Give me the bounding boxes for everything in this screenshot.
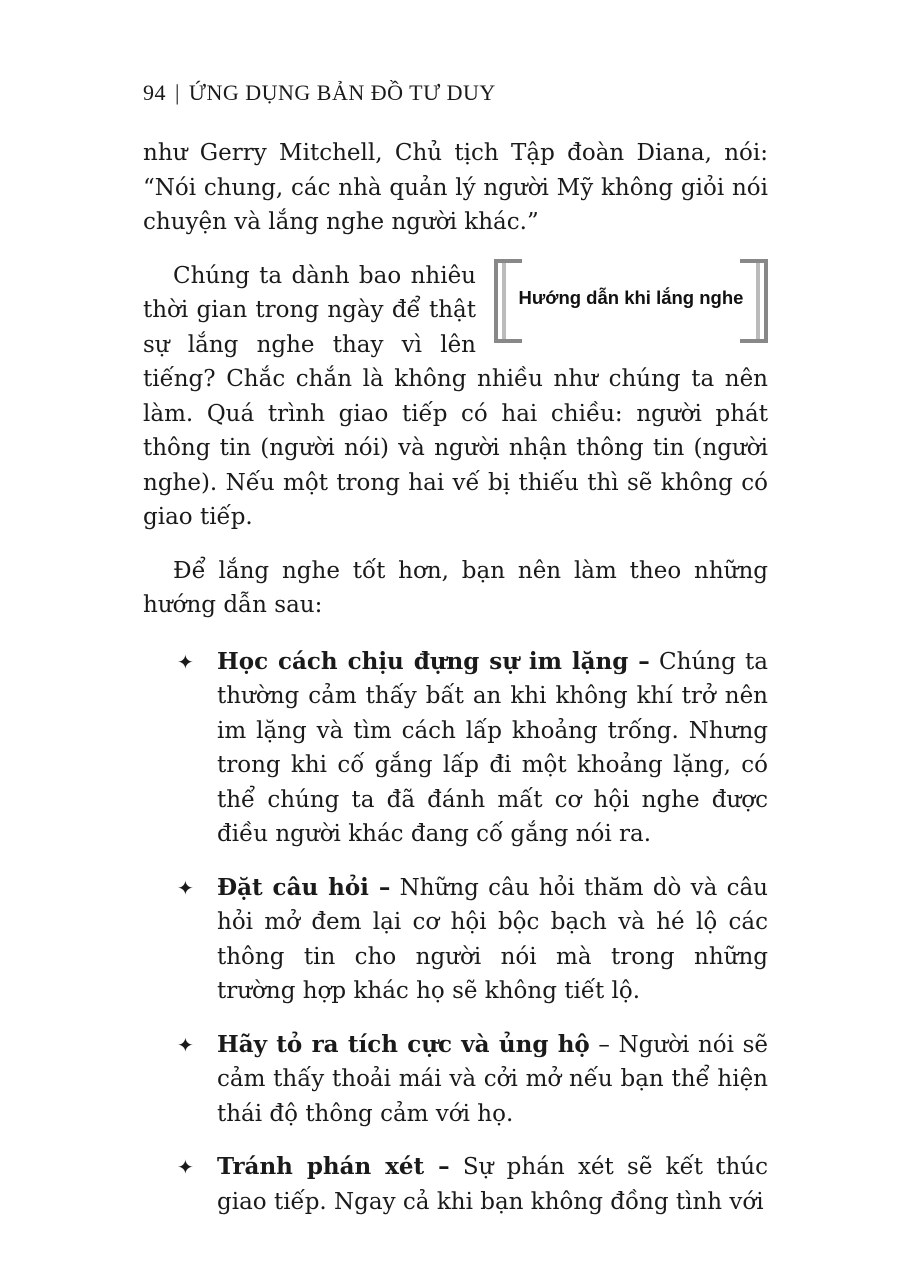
bullet-term: Học cách chịu đựng sự im lặng – [217,647,650,675]
bullet-text: – Người nói sẽ cảm thấy thoải mái và cởi mở nếu bạn thể hiện thái độ thông cảm với họ. [217,1031,768,1127]
list-item [143,645,768,852]
list-item [143,1028,768,1132]
four-point-star-icon: ✦ [177,649,194,674]
four-point-star-icon: ✦ [177,875,194,900]
sidebar-heading: Hướng dẫn khi lắng nghe [518,286,744,308]
four-point-star-icon: ✦ [177,1155,194,1179]
list-item [143,1150,768,1219]
paragraph-2-block [143,259,768,535]
sidebar-heading-box [494,259,768,345]
bullet-term: Tránh phán xét – [217,1153,450,1180]
paragraph-2: Chúng ta dành bao nhiêu thời gian trong ngày để thật sự lắng nghe thay vì lên tiếng? Chắc chắn là không nhiều như chúng ta nên làm. Quá trình giao tiếp có hai chiều: người phát thông tin (người nói) và người nhận thông tin (người nghe). Nếu một trong hai vế bị thiếu thì sẽ không có giao tiếp. [143,262,768,530]
paragraph-3: Để lắng nghe tốt hơn, bạn nên làm theo những hướng dẫn sau: [143,557,768,618]
running-title: ỨNG DỤNG BẢN ĐỒ TƯ DUY [188,80,496,105]
bullet-term: Đặt câu hỏi – [217,873,391,901]
header-separator: | [175,80,180,105]
bullet-text: Những câu hỏi thăm dò và câu hỏi mở đem lại cơ hội bộc bạch và hé lộ các thông tin cho người nói mà trong những trường hợp khác họ sẽ không tiết lộ. [217,874,768,1004]
running-header [143,80,496,106]
page-body [143,136,768,1238]
four-point-star-icon: ✦ [177,1032,194,1057]
list-item [143,871,768,1009]
guideline-list [143,645,768,1220]
bullet-term: Hãy tỏ ra tích cực và ủng hộ [217,1030,590,1058]
bullet-text: Chúng ta thường cảm thấy bất an khi không khí trở nên im lặng và tìm cách lấp khoảng trống. Nhưng trong khi cố gắng lấp đi một khoảng lặng, có thể chúng ta đã đánh mất cơ hội nghe được điều người khác đang cố gắng nói ra. [217,648,769,847]
paragraph-1: như Gerry Mitchell, Chủ tịch Tập đoàn Diana, nói: “Nói chung, các nhà quản lý người Mỹ không giỏi nói chuyện và lắng nghe người khác.” [143,140,768,235]
page-number: 94 [143,80,166,105]
bullet-text: Sự phán xét sẽ kết thúc giao tiếp. Ngay cả khi bạn không đồng tình với [217,1154,768,1215]
